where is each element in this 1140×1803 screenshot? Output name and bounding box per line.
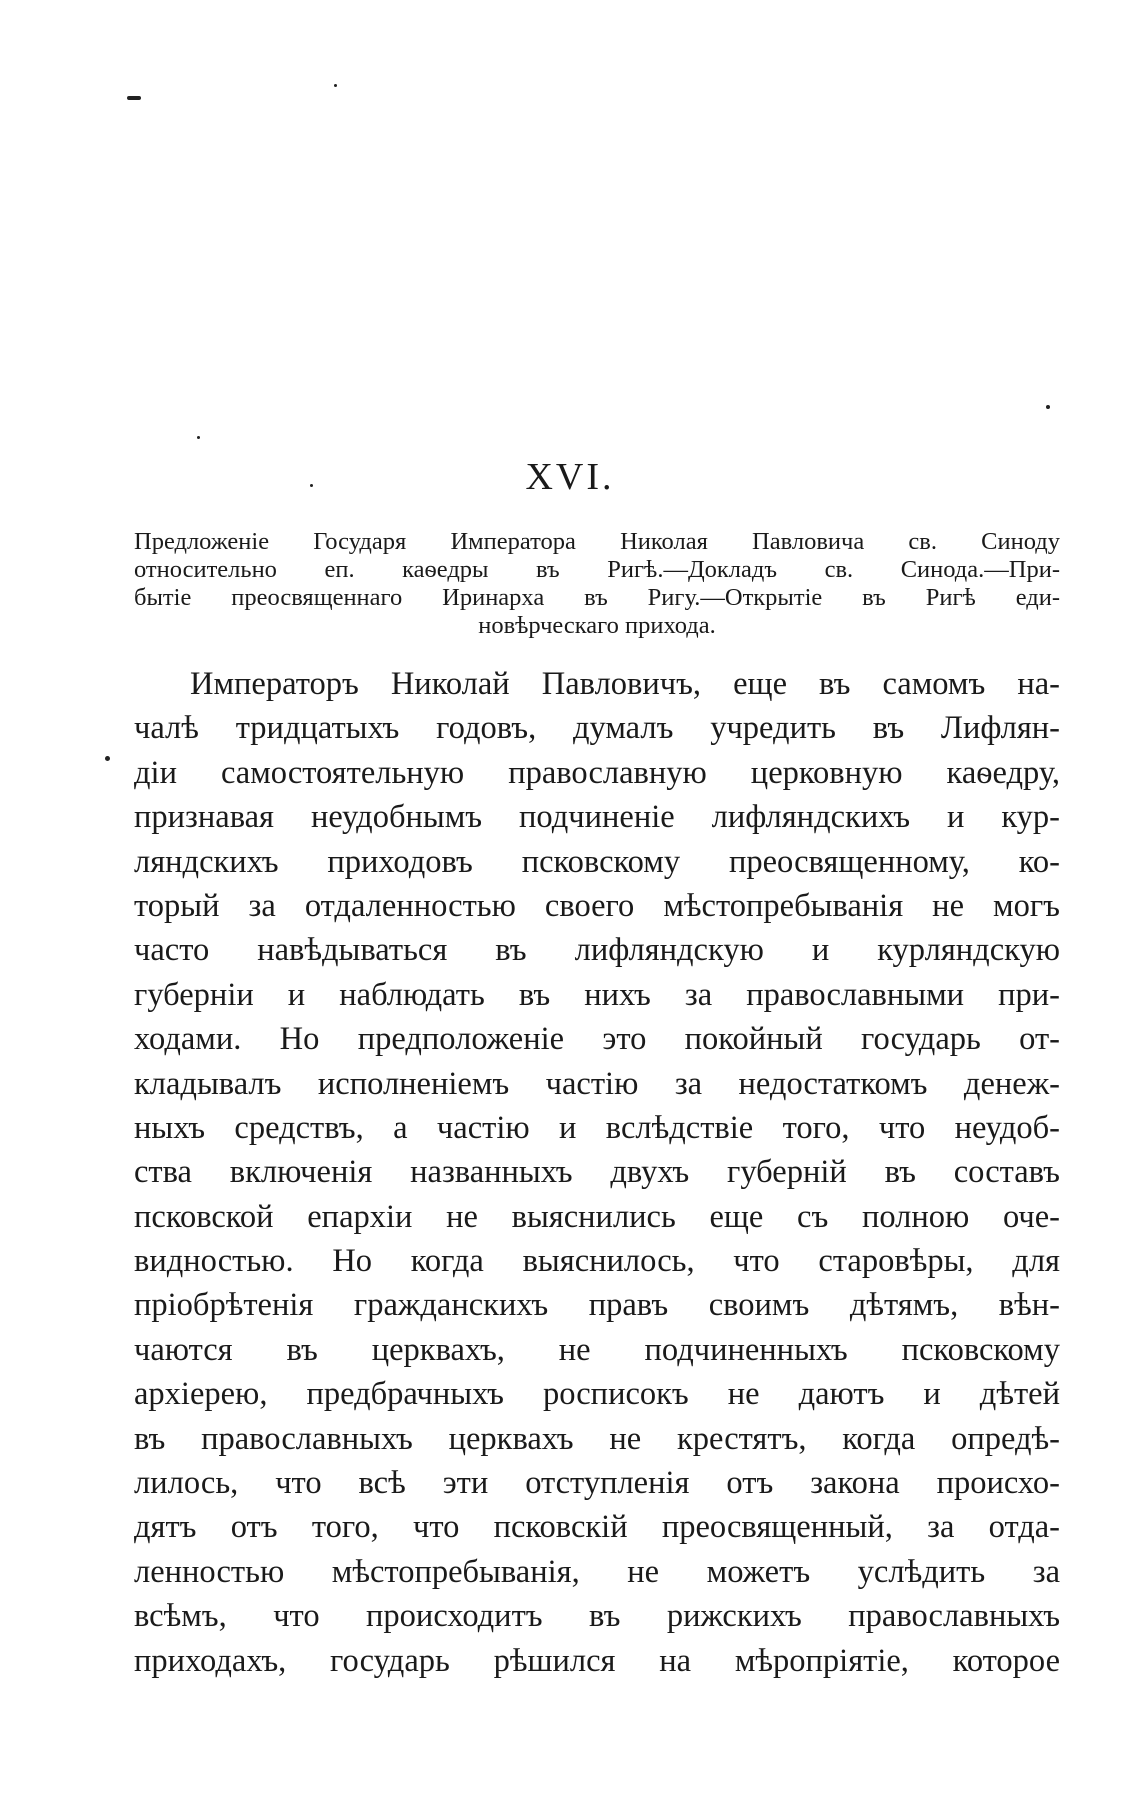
- text-line: приходахъ, государь рѣшился на мѣропріятіе, которое: [134, 1642, 1060, 1679]
- text-line: діи самостоятельную православную церковную каѳедру,: [134, 754, 1060, 791]
- text-line: ляндскихъ приходовъ псковскому преосвященному, ко-: [134, 843, 1060, 880]
- summary-line: относительно еп. каѳедры въ Ригѣ.—Докладъ св. Синода.—При-: [134, 556, 1060, 583]
- scan-speck: [1046, 405, 1050, 409]
- summary-line: Предложеніе Государя Императора Николая Павловича св. Синоду: [134, 528, 1060, 555]
- text-line: ства включенія названныхъ двухъ губерній въ составъ: [134, 1154, 1060, 1191]
- text-line: губерніи и наблюдать въ нихъ за православными при-: [134, 976, 1060, 1013]
- scan-speck: [334, 84, 337, 87]
- text-line: чалѣ тридцатыхъ годовъ, думалъ учредить въ Лифлян-: [134, 710, 1060, 747]
- chapter-summary: [134, 528, 1060, 640]
- text-line: всѣмъ, что происходитъ въ рижскихъ православныхъ: [134, 1598, 1060, 1635]
- text-line: чаются въ церквахъ, не подчиненныхъ псковскому: [134, 1331, 1060, 1368]
- chapter-number: XVI.: [525, 456, 615, 498]
- summary-line: новѣрческаго прихода.: [478, 612, 716, 639]
- text-line: лилось, что всѣ эти отступленія отъ закона происхо-: [134, 1465, 1060, 1502]
- text-line: псковской епархіи не выяснились еще съ полною оче-: [134, 1198, 1060, 1235]
- text-line: видностью. Но когда выяснилось, что старовѣры, для: [134, 1243, 1060, 1280]
- text-line: кладывалъ исполненіемъ частію за недостаткомъ денеж-: [134, 1065, 1060, 1102]
- scan-speck: [197, 436, 200, 439]
- body-paragraph: [134, 662, 1060, 1683]
- summary-line: бытіе преосвященнаго Иринарха въ Ригу.—Открытіе въ Ригѣ еди-: [134, 584, 1060, 611]
- text-line: торый за отдаленностью своего мѣстопребыванія не могъ: [134, 887, 1060, 924]
- scan-speck: [127, 96, 141, 100]
- text-line: ленностью мѣстопребыванія, не можетъ услѣдить за: [134, 1553, 1060, 1590]
- text-line: архіерею, предбрачныхъ росписокъ не даютъ и дѣтей: [134, 1376, 1060, 1413]
- text-line: часто навѣдываться въ лифляндскую и курляндскую: [134, 932, 1060, 969]
- text-line: дятъ отъ того, что псковскій преосвященный, за отда-: [134, 1509, 1060, 1546]
- text-line: Императоръ Николай Павловичъ, еще въ самомъ на-: [190, 666, 1060, 702]
- text-line: признавая неудобнымъ подчиненіе лифляндскихъ и кур-: [134, 799, 1060, 836]
- text-line: пріобрѣтенія гражданскихъ правъ своимъ дѣтямъ, вѣн-: [134, 1287, 1060, 1324]
- text-line: ходами. Но предположеніе это покойный государь от-: [134, 1021, 1060, 1058]
- scan-speck: [105, 756, 110, 761]
- text-line: въ православныхъ церквахъ не крестятъ, когда опредѣ-: [134, 1420, 1060, 1457]
- text-line: ныхъ средствъ, а частію и вслѣдствіе того, что неудоб-: [134, 1109, 1060, 1146]
